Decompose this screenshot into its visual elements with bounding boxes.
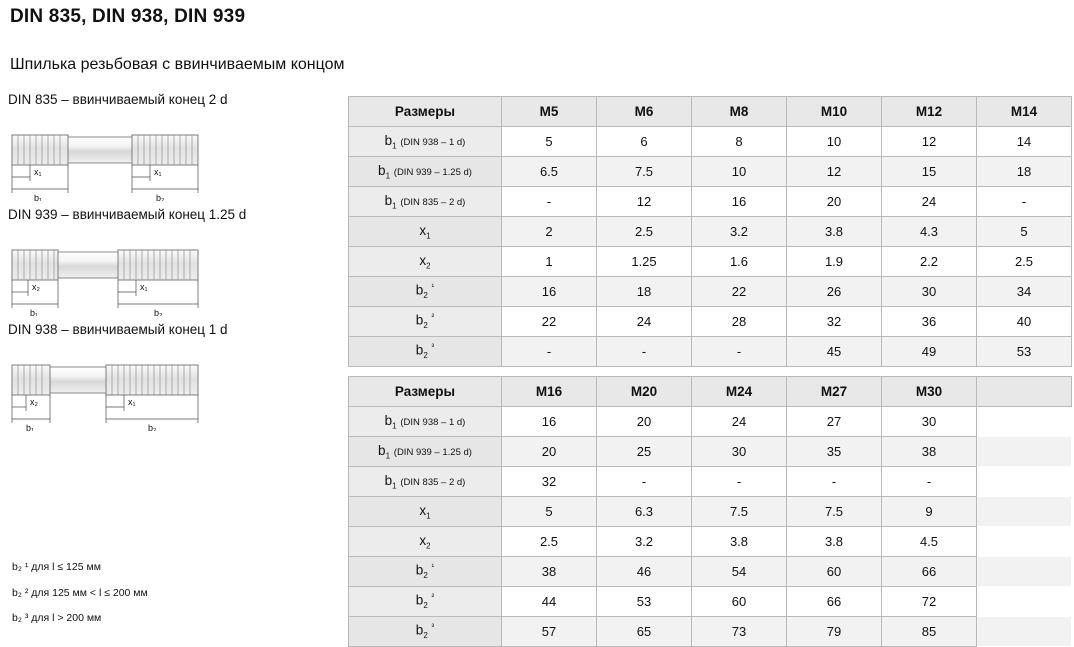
illustrations-column [8, 92, 338, 437]
cell: 2.5 [597, 217, 692, 247]
cell-empty [977, 467, 1072, 497]
cell: - [597, 337, 692, 367]
table-row [349, 437, 1072, 467]
table-row [349, 307, 1072, 337]
row-label: $b_1$ (DIN 939 – 1.25 d) [349, 437, 502, 467]
cell: 30 [882, 407, 977, 437]
page-subtitle: Шпилька резьбовая с ввинчиваемым концом [10, 56, 345, 73]
table-row [349, 337, 1072, 367]
cell: 53 [597, 587, 692, 617]
row-label: $b_2$ $^{^2}$ [349, 587, 502, 617]
cell: 3.8 [787, 217, 882, 247]
table-row [349, 217, 1072, 247]
cell: 2.5 [977, 247, 1072, 277]
table-row [349, 467, 1072, 497]
cell: 72 [882, 587, 977, 617]
column-header-m14: M14 [977, 97, 1072, 127]
cell-empty [977, 437, 1072, 467]
cell: 60 [692, 587, 787, 617]
cell: 1.25 [597, 247, 692, 277]
cell: - [502, 187, 597, 217]
cell: 24 [597, 307, 692, 337]
cell: 4.5 [882, 527, 977, 557]
table-row [349, 247, 1072, 277]
page-title: DIN 835, DIN 938, DIN 939 [10, 6, 246, 27]
cell: 12 [787, 157, 882, 187]
row-label: $b_2$ $^{^2}$ [349, 307, 502, 337]
figure-din938 [8, 322, 338, 431]
cell: 32 [502, 467, 597, 497]
cell-empty [977, 527, 1072, 557]
cell: 14 [977, 127, 1072, 157]
cell: 5 [502, 497, 597, 527]
table-row [349, 127, 1072, 157]
figure-label-x1: x₁ [154, 167, 162, 177]
dimensions-table-2 [348, 376, 1072, 647]
row-label: $x_2$ [349, 527, 502, 557]
figure-caption: DIN 938 – ввинчиваемый конец 1 d [8, 322, 228, 337]
column-header-m30: M30 [882, 377, 977, 407]
table-row [349, 557, 1072, 587]
cell: 35 [787, 437, 882, 467]
cell-empty [977, 557, 1072, 587]
cell: 5 [502, 127, 597, 157]
cell: 16 [502, 407, 597, 437]
cell: 20 [502, 437, 597, 467]
row-label: $b_1$ (DIN 835 – 2 d) [349, 467, 502, 497]
cell: 7.5 [692, 497, 787, 527]
row-label: $b_2$ $^{^3}$ [349, 617, 502, 647]
column-header-empty [977, 377, 1072, 407]
cell: 60 [787, 557, 882, 587]
column-header-m8: M8 [692, 97, 787, 127]
cell: 73 [692, 617, 787, 647]
dimensions-table-1 [348, 96, 1072, 367]
cell-empty [977, 617, 1072, 647]
cell: 1.6 [692, 247, 787, 277]
cell: 30 [692, 437, 787, 467]
figure-label-b1: b₁ [26, 423, 35, 431]
cell: 20 [787, 187, 882, 217]
row-label: $b_2$ $^{^3}$ [349, 337, 502, 367]
column-header-m12: M12 [882, 97, 977, 127]
column-header-sizes: Размеры [349, 377, 502, 407]
figure-label-b1: b₁ [30, 308, 39, 316]
figure-label-b2: b₂ [148, 423, 157, 431]
cell: 3.2 [597, 527, 692, 557]
cell: 65 [597, 617, 692, 647]
table-row [349, 157, 1072, 187]
figure-caption: DIN 939 – ввинчиваемый конец 1.25 d [8, 207, 247, 222]
column-header-m6: M6 [597, 97, 692, 127]
row-label: $b_1$ (DIN 939 – 1.25 d) [349, 157, 502, 187]
cell: 24 [882, 187, 977, 217]
figure-caption: DIN 835 – ввинчиваемый конец 2 d [8, 92, 228, 107]
cell: 12 [597, 187, 692, 217]
column-header-m24: M24 [692, 377, 787, 407]
row-label: $b_2$ $^{^1}$ [349, 277, 502, 307]
cell: 15 [882, 157, 977, 187]
cell: - [502, 337, 597, 367]
cell: 32 [787, 307, 882, 337]
cell: - [977, 187, 1072, 217]
cell: 2.2 [882, 247, 977, 277]
table-row [349, 277, 1072, 307]
table-row [349, 407, 1072, 437]
figure-din939 [8, 207, 338, 316]
figure-drawing [8, 345, 328, 431]
figure-drawing [8, 115, 328, 201]
cell: - [597, 467, 692, 497]
cell: 79 [787, 617, 882, 647]
table-row [349, 617, 1072, 647]
row-label: $b_1$ (DIN 938 – 1 d) [349, 407, 502, 437]
column-header-m10: M10 [787, 97, 882, 127]
footnote-1: b₂ ¹ для l ≤ 125 мм [12, 561, 101, 573]
cell: 10 [787, 127, 882, 157]
cell: 10 [692, 157, 787, 187]
din938-drawing-svg [8, 345, 328, 431]
cell: 36 [882, 307, 977, 337]
table-row [349, 497, 1072, 527]
row-label: $b_1$ (DIN 835 – 2 d) [349, 187, 502, 217]
cell: 66 [787, 587, 882, 617]
figure-label-x1: x₁ [140, 282, 148, 292]
cell: 85 [882, 617, 977, 647]
table-header-row [349, 377, 1072, 407]
cell: 38 [882, 437, 977, 467]
figure-label-x2: x₂ [32, 282, 40, 292]
table-row [349, 527, 1072, 557]
row-label: $x_1$ [349, 497, 502, 527]
cell: 5 [977, 217, 1072, 247]
cell: 27 [787, 407, 882, 437]
cell: 8 [692, 127, 787, 157]
cell: 25 [597, 437, 692, 467]
cell: 20 [597, 407, 692, 437]
cell-empty [977, 407, 1072, 437]
figure-label-b1: b₁ [34, 193, 43, 201]
table-header-row [349, 97, 1072, 127]
footnote-2: b₂ ² для 125 мм < l ≤ 200 мм [12, 586, 148, 599]
cell: 54 [692, 557, 787, 587]
cell: 46 [597, 557, 692, 587]
cell: 16 [502, 277, 597, 307]
cell: 2.5 [502, 527, 597, 557]
cell: 53 [977, 337, 1072, 367]
cell: 6.3 [597, 497, 692, 527]
din835-drawing-svg [8, 115, 328, 201]
table-row [349, 587, 1072, 617]
cell: 3.8 [787, 527, 882, 557]
figure-label-x2: x₂ [30, 397, 38, 407]
cell: 3.2 [692, 217, 787, 247]
cell: 45 [787, 337, 882, 367]
cell: - [882, 467, 977, 497]
column-header-sizes: Размеры [349, 97, 502, 127]
figure-label-x1: x₁ [128, 397, 136, 407]
cell: 4.3 [882, 217, 977, 247]
cell: 1.9 [787, 247, 882, 277]
cell: 66 [882, 557, 977, 587]
cell: 3.8 [692, 527, 787, 557]
cell: 12 [882, 127, 977, 157]
din939-drawing-svg [8, 230, 328, 316]
row-label: $x_1$ [349, 217, 502, 247]
cell: 22 [502, 307, 597, 337]
cell: 6.5 [502, 157, 597, 187]
column-header-m16: M16 [502, 377, 597, 407]
cell: 40 [977, 307, 1072, 337]
table-row [349, 187, 1072, 217]
cell: 34 [977, 277, 1072, 307]
cell: - [692, 337, 787, 367]
cell: 57 [502, 617, 597, 647]
cell: - [692, 467, 787, 497]
cell-empty [977, 497, 1072, 527]
column-header-m20: M20 [597, 377, 692, 407]
cell: 6 [597, 127, 692, 157]
figure-label-b2: b₂ [154, 308, 163, 316]
figure-label-b2: b₂ [156, 193, 165, 201]
cell-empty [977, 587, 1072, 617]
row-label: $b_1$ (DIN 938 – 1 d) [349, 127, 502, 157]
cell: 1 [502, 247, 597, 277]
cell: - [787, 467, 882, 497]
cell: 16 [692, 187, 787, 217]
cell: 24 [692, 407, 787, 437]
row-label: $x_2$ [349, 247, 502, 277]
cell: 2 [502, 217, 597, 247]
cell: 22 [692, 277, 787, 307]
cell: 7.5 [597, 157, 692, 187]
footnotes [12, 555, 148, 632]
cell: 49 [882, 337, 977, 367]
cell: 28 [692, 307, 787, 337]
cell: 9 [882, 497, 977, 527]
cell: 18 [977, 157, 1072, 187]
figure-din835 [8, 92, 338, 201]
row-label: $b_2$ $^{^1}$ [349, 557, 502, 587]
column-header-m27: M27 [787, 377, 882, 407]
figure-label-x1: x₁ [34, 167, 42, 177]
cell: 7.5 [787, 497, 882, 527]
cell: 38 [502, 557, 597, 587]
column-header-m5: M5 [502, 97, 597, 127]
figure-drawing [8, 230, 328, 316]
cell: 26 [787, 277, 882, 307]
cell: 18 [597, 277, 692, 307]
cell: 30 [882, 277, 977, 307]
cell: 44 [502, 587, 597, 617]
footnote-3: b₂ ³ для l > 200 мм [12, 612, 102, 625]
